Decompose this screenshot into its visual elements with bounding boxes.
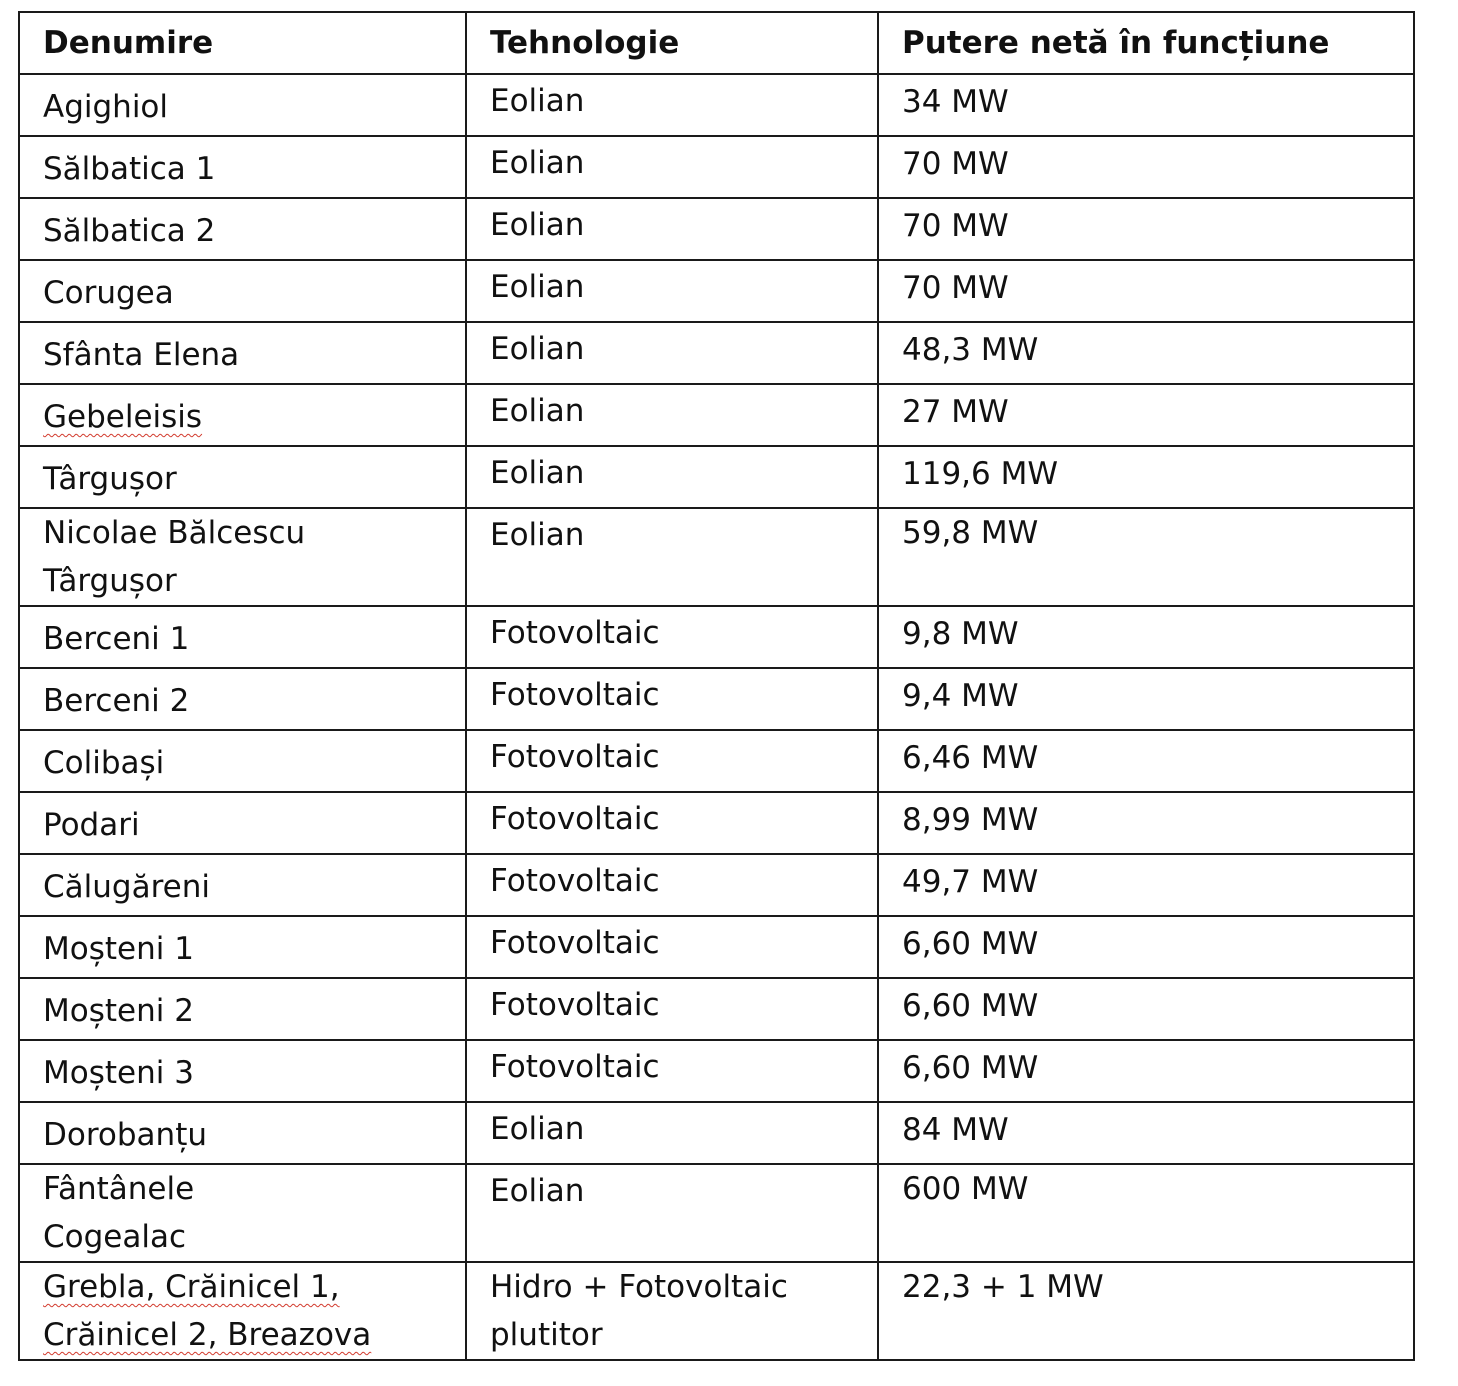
tech-cell: Eolian	[466, 1164, 878, 1262]
name-cell: Sălbatica 1	[19, 136, 466, 198]
power-cell: 6,60 MW	[878, 916, 1414, 978]
name-cell: Călugăreni	[19, 854, 466, 916]
tech-cell: Eolian	[466, 384, 878, 446]
tech-cell: Fotovoltaic	[466, 978, 878, 1040]
table-row	[19, 730, 1414, 792]
header-putere: Putere netă în funcțiune	[878, 12, 1414, 74]
tech-cell: Eolian	[466, 260, 878, 322]
table-row	[19, 668, 1414, 730]
tech-cell: Fotovoltaic	[466, 916, 878, 978]
power-cell: 70 MW	[878, 198, 1414, 260]
table-row	[19, 978, 1414, 1040]
name-cell: Sălbatica 2	[19, 198, 466, 260]
power-cell: 27 MW	[878, 384, 1414, 446]
name-cell: Berceni 2	[19, 668, 466, 730]
table-row	[19, 854, 1414, 916]
tech-cell: Fotovoltaic	[466, 668, 878, 730]
name-cell: Moșteni 1	[19, 916, 466, 978]
name-cell: Corugea	[19, 260, 466, 322]
table-row	[19, 606, 1414, 668]
table-row	[19, 508, 1414, 606]
tech-cell: Eolian	[466, 508, 878, 606]
name-cell: Fântânele Cogealac	[19, 1164, 466, 1262]
power-cell: 6,46 MW	[878, 730, 1414, 792]
table-row	[19, 1164, 1414, 1262]
table-row	[19, 792, 1414, 854]
power-cell: 70 MW	[878, 260, 1414, 322]
power-cell: 600 MW	[878, 1164, 1414, 1262]
tech-cell: Eolian	[466, 446, 878, 508]
tech-cell: Eolian	[466, 198, 878, 260]
table-row	[19, 136, 1414, 198]
power-cell: 9,4 MW	[878, 668, 1414, 730]
name-cell: Dorobanțu	[19, 1102, 466, 1164]
table-header-row	[19, 12, 1414, 74]
table-row	[19, 74, 1414, 136]
name-cell: Gebeleisis	[19, 384, 466, 446]
table-row	[19, 198, 1414, 260]
tech-cell: Eolian	[466, 74, 878, 136]
name-cell: Berceni 1	[19, 606, 466, 668]
power-cell: 22,3 + 1 MW	[878, 1262, 1414, 1360]
name-cell: Sfânta Elena	[19, 322, 466, 384]
tech-cell: Fotovoltaic	[466, 1040, 878, 1102]
power-cell: 9,8 MW	[878, 606, 1414, 668]
name-cell: Colibași	[19, 730, 466, 792]
name-cell: Nicolae Bălcescu Târgușor	[19, 508, 466, 606]
power-cell: 119,6 MW	[878, 446, 1414, 508]
table-row	[19, 1262, 1414, 1360]
power-cell: 59,8 MW	[878, 508, 1414, 606]
power-cell: 34 MW	[878, 74, 1414, 136]
tech-cell: Eolian	[466, 1102, 878, 1164]
table-row	[19, 260, 1414, 322]
tech-cell: Eolian	[466, 136, 878, 198]
tech-cell: Hidro + Fotovoltaic plutitor	[466, 1262, 878, 1360]
table-row	[19, 1102, 1414, 1164]
name-cell: Grebla, Crăinicel 1, Crăinicel 2, Breazova	[19, 1262, 466, 1360]
header-tehnologie: Tehnologie	[466, 12, 878, 74]
power-plants-table	[18, 11, 1415, 1361]
tech-cell: Eolian	[466, 322, 878, 384]
power-cell: 70 MW	[878, 136, 1414, 198]
tech-cell: Fotovoltaic	[466, 854, 878, 916]
power-cell: 8,99 MW	[878, 792, 1414, 854]
power-cell: 84 MW	[878, 1102, 1414, 1164]
tech-cell: Fotovoltaic	[466, 792, 878, 854]
power-cell: 48,3 MW	[878, 322, 1414, 384]
tech-cell: Fotovoltaic	[466, 730, 878, 792]
name-cell: Târgușor	[19, 446, 466, 508]
name-cell: Podari	[19, 792, 466, 854]
header-denumire: Denumire	[19, 12, 466, 74]
table-row	[19, 322, 1414, 384]
table-row	[19, 446, 1414, 508]
table-row	[19, 1040, 1414, 1102]
tech-cell: Fotovoltaic	[466, 606, 878, 668]
power-cell: 6,60 MW	[878, 978, 1414, 1040]
name-cell: Moșteni 2	[19, 978, 466, 1040]
power-cell: 6,60 MW	[878, 1040, 1414, 1102]
name-cell: Moșteni 3	[19, 1040, 466, 1102]
table-row	[19, 916, 1414, 978]
power-cell: 49,7 MW	[878, 854, 1414, 916]
name-cell: Agighiol	[19, 74, 466, 136]
table-row	[19, 384, 1414, 446]
